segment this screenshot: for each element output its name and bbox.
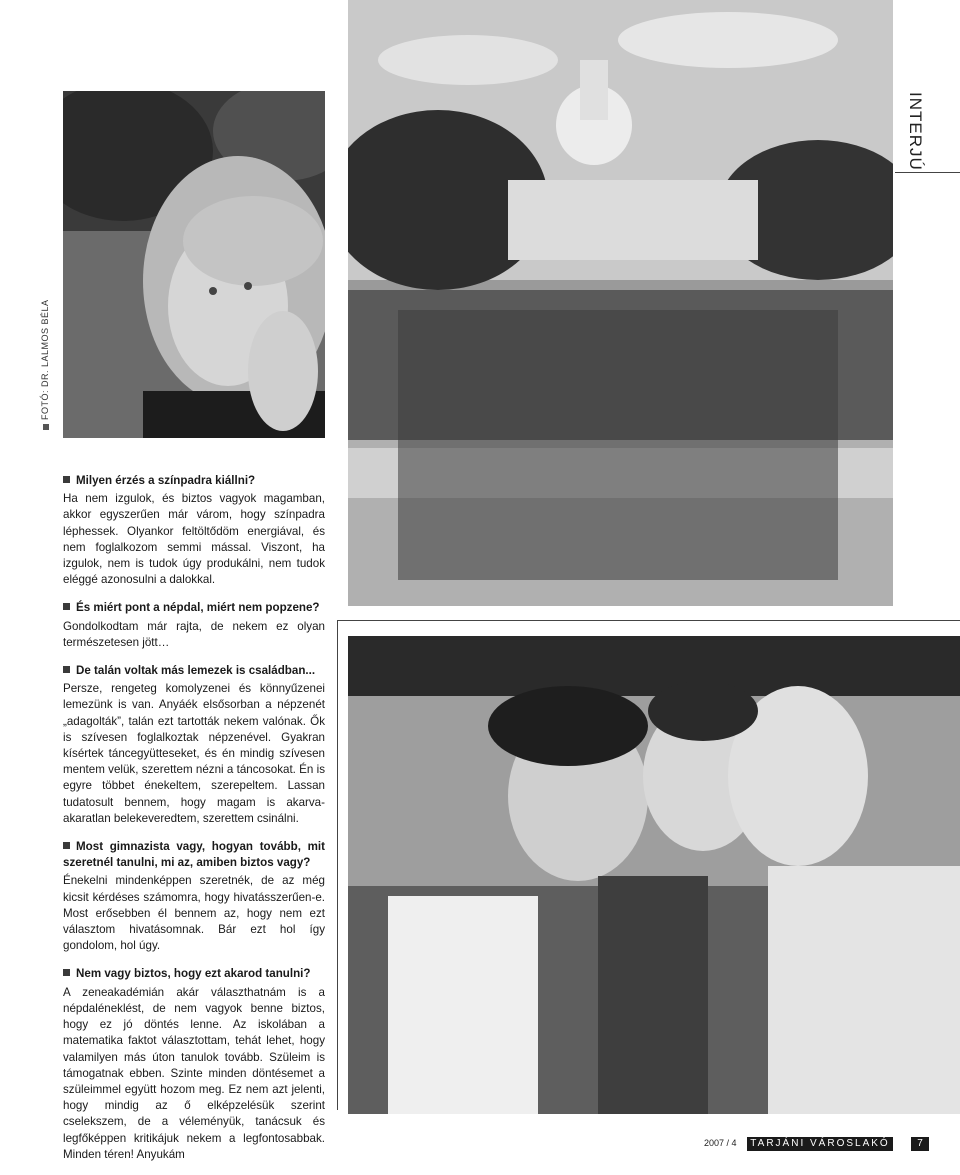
divider-vertical [337, 620, 338, 1110]
portrait-photo [63, 91, 325, 438]
bullet-square-icon [63, 969, 70, 976]
question: Most gimnazista vagy, hogyan tovább, mit szeretnél tanulni, mi az, amiben biztos vagy? [63, 840, 325, 870]
qa-block [63, 663, 325, 827]
qa-block [63, 600, 325, 651]
folk-costume-trio-photo [348, 636, 960, 1114]
question: Nem vagy biztos, hogy ezt akarod tanulni? [63, 966, 325, 982]
question: De talán voltak más lemezek is családban... [63, 663, 325, 679]
bullet-square-icon [63, 666, 70, 673]
interview-column [63, 473, 325, 1175]
capitol-group-photo [348, 0, 893, 606]
answer: Ha nem izgulok, és biztos vagyok magamban, akkor egyszerűen már várom, hogy színpadra léphessek. Olyankor feltöltődöm energiával, és nem foglalkozom semmi mással. Viszont, ha izgulok, nem is tudok úgy produkálni, nem tudok eléggé azonosulni a dalokkal. [63, 492, 325, 587]
qa-block [63, 839, 325, 954]
question: És miért pont a népdal, miért nem popzene? [63, 600, 325, 616]
divider-horizontal [337, 620, 960, 621]
magazine-name: TARJÁNI VÁROSLAKÓ [747, 1137, 893, 1151]
bullet-square-icon [63, 476, 70, 483]
photo-credit: FOTÓ: DR. LALMOS BÉLA [40, 299, 50, 430]
qa-block [63, 473, 325, 588]
section-rule [895, 172, 960, 173]
bullet-square-icon [63, 842, 70, 849]
issue-number: 2007 / 4 [704, 1138, 737, 1148]
page-number: 7 [911, 1137, 929, 1151]
section-tab: INTERJÚ [906, 92, 925, 171]
answer: Gondolkodtam már rajta, de nekem ez olyan természetesen jött… [63, 619, 325, 649]
answer: A zeneakadémián akár választhatnám is a népdaléneklést, de nem vagyok benne biztos, hogy ez jó döntés lenne. Az iskolában a matematika faktot választottam, tehát lehet, hogy valamilyen más úton tanulok tovább. Szüleim is támogatnak ebben. Szinte minden döntésemet a szüleimmel együtt hozom meg. Ez nem azt jelenti, hogy mindig az ő elképzelésük szerint cselekszem, de a véleményük, tanácsuk és legfőképpen kritikájuk nekem a legfontosabbak. Minden téren! Anyukám [63, 985, 325, 1161]
question: Milyen érzés a színpadra kiállni? [63, 473, 325, 489]
bullet-square-icon [63, 603, 70, 610]
qa-block [63, 966, 325, 1162]
answer: Énekelni mindenképpen szeretnék, de az még kicsit kérdéses számomra, hogy hivatásszerűen-e. Most erősebben él bennem az, hogy nem ezt választom hivatásomnak. Bár ezt hol így gondolom, hol úgy. [63, 874, 325, 953]
answer: Persze, rengeteg komolyzenei és könnyűzenei lemezünk is van. Anyáék elsősorban a népzenét „adagolták”, talán ezt tartották nekem valónak. Ők is szívesen foglalkoztak népzenével. Gyakran kísértek táncegyütteseket, és én mindig szívesen mentem velük, szerettem nézni a táncosokat. Én is egyre többet énekeltem, szerepeltem. Lassan tudatosult bennem, hogy magam is akarva-akaratlan belekeveredtem, szerettem csinálni. [63, 682, 325, 825]
